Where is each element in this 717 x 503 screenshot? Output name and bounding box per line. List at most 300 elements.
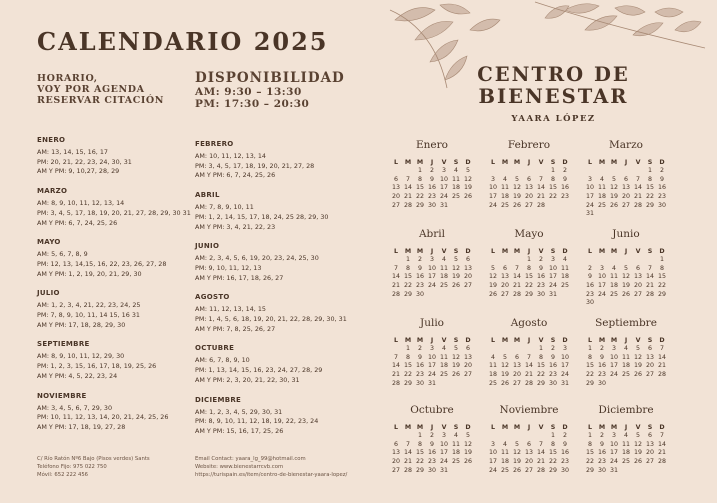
day-cell: 23 [597,457,606,465]
day-cell: 18 [621,449,630,457]
schedule-month-name: MARZO [37,187,68,196]
day-cell: 1 [587,432,592,440]
day-cell: 25 [621,457,630,465]
weekday-header: S [550,159,556,166]
schedule-ampm: AM Y PM: 16, 17, 18, 26, 27 [195,273,284,282]
weekday-header: M [501,424,509,431]
month-calendar-title: Marzo [609,139,643,151]
day-cell: 20 [463,362,472,370]
day-cell: 30 [560,466,569,474]
schedule-note-line: HORARIO, [37,73,98,84]
day-cell: 13 [391,449,400,457]
empty-day-cell [644,256,656,265]
schedule-ampm: AM Y PM: 6, 7, 24, 25, 26 [195,171,276,180]
weekday-header: L [393,159,398,166]
weekday-header: J [430,248,434,255]
schedule-am: AM: 8, 9, 10, 11, 12, 29, 30 [37,352,125,361]
day-cell: 4 [623,432,628,440]
day-cell: 5 [514,175,519,183]
day-cell: 14 [403,184,412,192]
footer-address [37,455,150,479]
page-title: CALENDARIO 2025 [37,27,329,56]
day-cell: 3 [587,175,592,183]
day-cell: 22 [657,281,666,289]
weekday-header: J [527,424,531,431]
day-cell: 6 [514,353,519,361]
day-cell: 29 [585,466,594,474]
month-calendar-grid [584,336,668,388]
day-cell: 14 [536,449,545,457]
month-calendar-grid [584,423,668,475]
day-cell: 3 [490,175,495,183]
day-cell: 16 [427,449,436,457]
day-cell: 29 [415,466,424,474]
empty-day-cell [632,256,644,265]
day-cell: 29 [548,466,557,474]
weekday-header: M [598,159,606,166]
weekday-header: D [562,248,568,255]
day-cell: 21 [536,457,545,465]
schedule-month [37,237,191,279]
day-cell: 28 [536,201,545,209]
month-calendar [487,403,571,475]
schedule-pm: PM: 12, 13, 14,15, 16, 22, 23, 26, 27, 28 [37,259,167,268]
schedule-pm: PM: 10, 11, 12, 13, 14, 20, 21, 24, 25, 26 [37,413,169,422]
day-cell: 17 [560,362,569,370]
day-cell: 30 [585,299,594,307]
day-cell: 15 [548,449,557,457]
month-calendar-title: Mayo [514,228,544,240]
day-cell: 9 [417,264,422,272]
day-cell: 10 [427,353,436,361]
day-cell: 6 [465,256,470,264]
day-cell: 3 [611,345,616,353]
day-cell: 15 [524,273,533,281]
day-cell: 8 [587,353,592,361]
weekday-header: S [647,337,653,344]
schedule-ampm: AM Y PM: 4, 5, 22, 23, 24 [37,371,118,380]
day-cell: 27 [500,290,509,298]
weekday-header: J [430,424,434,431]
day-cell: 16 [585,281,594,289]
day-cell: 27 [463,370,472,378]
day-cell: 9 [417,353,422,361]
schedule-month [195,139,347,181]
empty-day-cell [511,256,523,265]
day-cell: 20 [512,370,521,378]
day-cell: 18 [597,192,606,200]
day-cell: 4 [441,256,446,264]
schedule-month [195,343,347,385]
day-cell: 6 [393,440,398,448]
schedule-month-name: MAYO [37,238,61,247]
weekday-header: L [490,424,495,431]
day-cell: 19 [633,362,642,370]
empty-day-cell [620,167,632,176]
footer-line: Website: www.bienestarrcvb.com [195,464,284,470]
schedule-am: AM: 6, 7, 8, 9, 10 [195,356,250,365]
day-cell: 20 [633,281,642,289]
day-cell: 10 [560,353,569,361]
weekday-header: J [624,248,628,255]
weekday-header: S [453,424,459,431]
day-cell: 11 [439,353,448,361]
empty-day-cell [584,167,596,176]
day-cell: 12 [488,273,497,281]
day-cell: 24 [427,281,436,289]
day-cell: 24 [488,466,497,474]
weekday-header: M [404,337,412,344]
weekday-header: J [624,424,628,431]
day-cell: 14 [391,273,400,281]
weekday-header: D [659,337,665,344]
weekday-header: S [453,248,459,255]
month-calendar [487,316,571,388]
day-cell: 28 [524,379,533,387]
day-cell: 4 [611,264,616,272]
day-cell: 11 [597,184,606,192]
weekday-header: D [465,248,471,255]
day-cell: 9 [550,353,555,361]
day-cell: 7 [635,175,640,183]
day-cell: 18 [488,370,497,378]
day-cell: 22 [415,192,424,200]
weekday-header: V [538,159,544,166]
weekday-header: V [635,337,641,344]
day-cell: 23 [657,192,666,200]
day-cell: 16 [415,273,424,281]
day-cell: 28 [403,201,412,209]
day-cell: 17 [609,449,618,457]
day-cell: 24 [439,457,448,465]
day-cell: 25 [609,290,618,298]
day-cell: 19 [463,449,472,457]
month-calendar-grid [487,423,571,475]
day-cell: 6 [635,264,640,272]
weekday-header: J [624,159,628,166]
schedule-am: AM: 13, 14, 15, 16, 17 [37,148,108,156]
empty-day-cell [535,167,547,176]
schedule-ampm: AM Y PM: 2, 3, 20, 21, 22, 30, 31 [195,375,300,384]
weekday-header: S [647,424,653,431]
weekday-header: M [610,159,618,166]
day-cell: 1 [647,167,652,175]
schedule-month-name: AGOSTO [195,293,230,302]
day-cell: 31 [439,201,448,209]
day-cell: 15 [657,273,666,281]
day-cell: 20 [500,281,509,289]
day-cell: 10 [585,184,594,192]
day-cell: 12 [500,362,509,370]
weekday-header: V [538,248,544,255]
day-cell: 9 [562,175,567,183]
day-cell: 7 [514,264,519,272]
weekday-header: J [527,248,531,255]
day-cell: 24 [439,192,448,200]
month-calendar-grid [487,247,571,299]
day-cell: 14 [633,184,642,192]
day-cell: 4 [502,440,507,448]
empty-day-cell [632,167,644,176]
day-cell: 14 [645,273,654,281]
weekday-header: M [501,337,509,344]
day-cell: 23 [415,370,424,378]
day-cell: 3 [429,345,434,353]
schedule-month-name: FEBRERO [195,140,234,148]
day-cell: 9 [429,175,434,183]
day-cell: 22 [403,281,412,289]
day-cell: 26 [488,290,497,298]
day-cell: 6 [502,264,507,272]
weekday-header: D [659,159,665,166]
weekday-header: L [490,159,495,166]
day-cell: 31 [548,290,557,298]
day-cell: 20 [524,457,533,465]
day-cell: 13 [463,264,472,272]
day-cell: 16 [548,362,557,370]
day-cell: 23 [560,457,569,465]
schedule-ampm: AM Y PM: 9, 10,27, 28, 29 [37,167,120,176]
day-cell: 8 [659,264,664,272]
day-cell: 17 [585,192,594,200]
day-cell: 6 [393,175,398,183]
day-cell: 11 [621,353,630,361]
day-cell: 30 [657,201,666,209]
schedule-month [195,241,347,283]
day-cell: 14 [391,362,400,370]
schedule-pm: PM: 7, 8, 9, 10, 11, 14 15, 16 31 [37,311,140,320]
day-cell: 24 [585,201,594,209]
day-cell: 1 [526,256,531,264]
day-cell: 13 [512,362,521,370]
day-cell: 12 [512,449,521,457]
day-cell: 21 [391,370,400,378]
day-cell: 28 [657,457,666,465]
day-cell: 7 [659,345,664,353]
day-cell: 14 [512,273,521,281]
empty-day-cell [390,345,402,354]
day-cell: 14 [403,449,412,457]
day-cell: 1 [405,256,410,264]
day-cell: 20 [621,192,630,200]
weekday-header: D [659,248,665,255]
weekday-header: M [416,424,424,431]
empty-day-cell [596,167,608,176]
schedule-ampm: AM Y PM: 17, 18, 19, 27, 28 [37,422,126,431]
footer-line: C/ Río Ratón Nº6 Bajo (Pisos verdes) Sants [37,456,150,462]
weekday-header: J [527,337,531,344]
day-cell: 5 [635,432,640,440]
day-cell: 8 [417,175,422,183]
footer-contact [195,455,347,479]
day-cell: 2 [429,432,434,440]
schedule-pm: PM: 8, 9, 10, 11, 12, 18, 19, 22, 23, 24 [195,417,319,426]
empty-day-cell [523,345,535,354]
day-cell: 25 [560,281,569,289]
weekday-header: J [527,159,531,166]
day-cell: 4 [453,432,458,440]
day-cell: 22 [585,370,594,378]
day-cell: 8 [417,440,422,448]
weekday-header: M [416,159,424,166]
day-cell: 6 [465,345,470,353]
day-cell: 22 [548,457,557,465]
weekday-header: S [550,424,556,431]
day-cell: 12 [621,273,630,281]
day-cell: 5 [635,345,640,353]
weekday-header: J [430,159,434,166]
day-cell: 5 [490,264,495,272]
day-cell: 1 [417,167,422,175]
day-cell: 16 [536,273,545,281]
month-calendar-title: Julio [419,317,444,329]
day-cell: 28 [403,466,412,474]
day-cell: 8 [538,353,543,361]
brand-name-line1: CENTRO DE [477,63,630,86]
month-calendar-grid [584,158,668,219]
day-cell: 20 [645,362,654,370]
day-cell: 9 [599,440,604,448]
weekday-header: M [513,248,521,255]
day-cell: 19 [488,281,497,289]
weekday-header: M [404,248,412,255]
schedule-am: AM: 2, 3, 4, 5, 6, 19, 20, 23, 24, 25, 30 [195,254,319,263]
day-cell: 18 [609,281,618,289]
empty-day-cell [523,432,535,441]
weekday-header: L [587,248,592,255]
schedule-note-line: RESERVAR CITACIÓN [37,95,165,106]
day-cell: 8 [405,264,410,272]
day-cell: 19 [451,362,460,370]
day-cell: 25 [439,370,448,378]
empty-day-cell [535,432,547,441]
availability-pm: PM: 17:30 – 20:30 [195,98,310,110]
day-cell: 3 [562,345,567,353]
day-cell: 19 [512,457,521,465]
schedule-am: AM: 11, 12, 13, 14, 15 [195,305,266,314]
day-cell: 8 [550,175,555,183]
day-cell: 21 [633,192,642,200]
day-cell: 23 [427,192,436,200]
day-cell: 25 [597,201,606,209]
footer-line: https://turispain.es/item/centro-de-bienestar-yaara-lopez/ [195,472,348,478]
month-calendar-title: Noviembre [499,404,559,416]
day-cell: 2 [599,345,604,353]
day-cell: 14 [657,353,666,361]
schedule-am: AM: 7, 8, 9, 10, 11 [195,203,254,212]
day-cell: 6 [647,432,652,440]
day-cell: 17 [597,281,606,289]
day-cell: 24 [548,281,557,289]
day-cell: 17 [488,457,497,465]
day-cell: 8 [647,175,652,183]
weekday-header: M [404,159,412,166]
weekday-header: V [635,248,641,255]
weekday-header: D [659,424,665,431]
empty-day-cell [487,167,499,176]
day-cell: 19 [633,449,642,457]
day-cell: 28 [657,370,666,378]
day-cell: 2 [562,432,567,440]
day-cell: 9 [659,175,664,183]
weekday-header: J [624,337,628,344]
day-cell: 12 [512,184,521,192]
month-calendar [487,138,571,210]
day-cell: 26 [463,192,472,200]
schedule-note [37,73,164,106]
month-calendar [584,227,668,308]
day-cell: 18 [439,273,448,281]
weekday-header: M [416,337,424,344]
day-cell: 21 [403,192,412,200]
weekday-header: M [598,424,606,431]
day-cell: 13 [391,184,400,192]
empty-day-cell [390,167,402,176]
day-cell: 14 [524,362,533,370]
day-cell: 24 [609,457,618,465]
month-calendar-title: Enero [416,139,448,151]
weekday-header: V [635,424,641,431]
empty-day-cell [390,432,402,441]
empty-day-cell [499,167,511,176]
day-cell: 28 [645,290,654,298]
day-cell: 27 [391,201,400,209]
day-cell: 21 [391,281,400,289]
day-cell: 25 [439,281,448,289]
day-cell: 27 [391,466,400,474]
day-cell: 15 [548,184,557,192]
day-cell: 31 [585,210,594,218]
day-cell: 30 [597,379,606,387]
day-cell: 23 [548,370,557,378]
schedule-am: AM: 8, 9, 10, 11, 12, 13, 14 [37,199,125,208]
day-cell: 12 [633,353,642,361]
day-cell: 13 [524,184,533,192]
schedule-month [37,391,191,433]
day-cell: 15 [585,449,594,457]
day-cell: 11 [560,264,569,272]
day-cell: 16 [415,362,424,370]
schedule-month [195,395,347,437]
brand-owner: YAARA LÓPEZ [511,114,596,124]
weekday-header: M [501,248,509,255]
day-cell: 24 [427,370,436,378]
day-cell: 15 [415,184,424,192]
month-calendar-title: Abril [418,228,446,240]
schedule-ampm: AM Y PM: 7, 8, 25, 26, 27 [195,324,276,333]
day-cell: 18 [500,192,509,200]
day-cell: 20 [391,457,400,465]
weekday-header: V [538,424,544,431]
empty-day-cell [402,167,414,176]
day-cell: 8 [550,440,555,448]
day-cell: 1 [538,345,543,353]
empty-day-cell [584,256,596,265]
schedule-month-name: ABRIL [195,191,220,200]
day-cell: 21 [657,362,666,370]
day-cell: 18 [500,457,509,465]
day-cell: 11 [621,440,630,448]
day-cell: 30 [427,201,436,209]
schedule-pm: PM: 1, 13, 14, 15, 16, 23, 24, 27, 28, 29 [195,366,323,375]
day-cell: 3 [441,167,446,175]
day-cell: 17 [548,273,557,281]
day-cell: 4 [490,353,495,361]
weekday-header: M [513,159,521,166]
schedule-ampm: AM Y PM: 6, 7, 24, 25, 26 [37,218,118,227]
day-cell: 20 [645,449,654,457]
month-calendar-grid [487,158,571,210]
